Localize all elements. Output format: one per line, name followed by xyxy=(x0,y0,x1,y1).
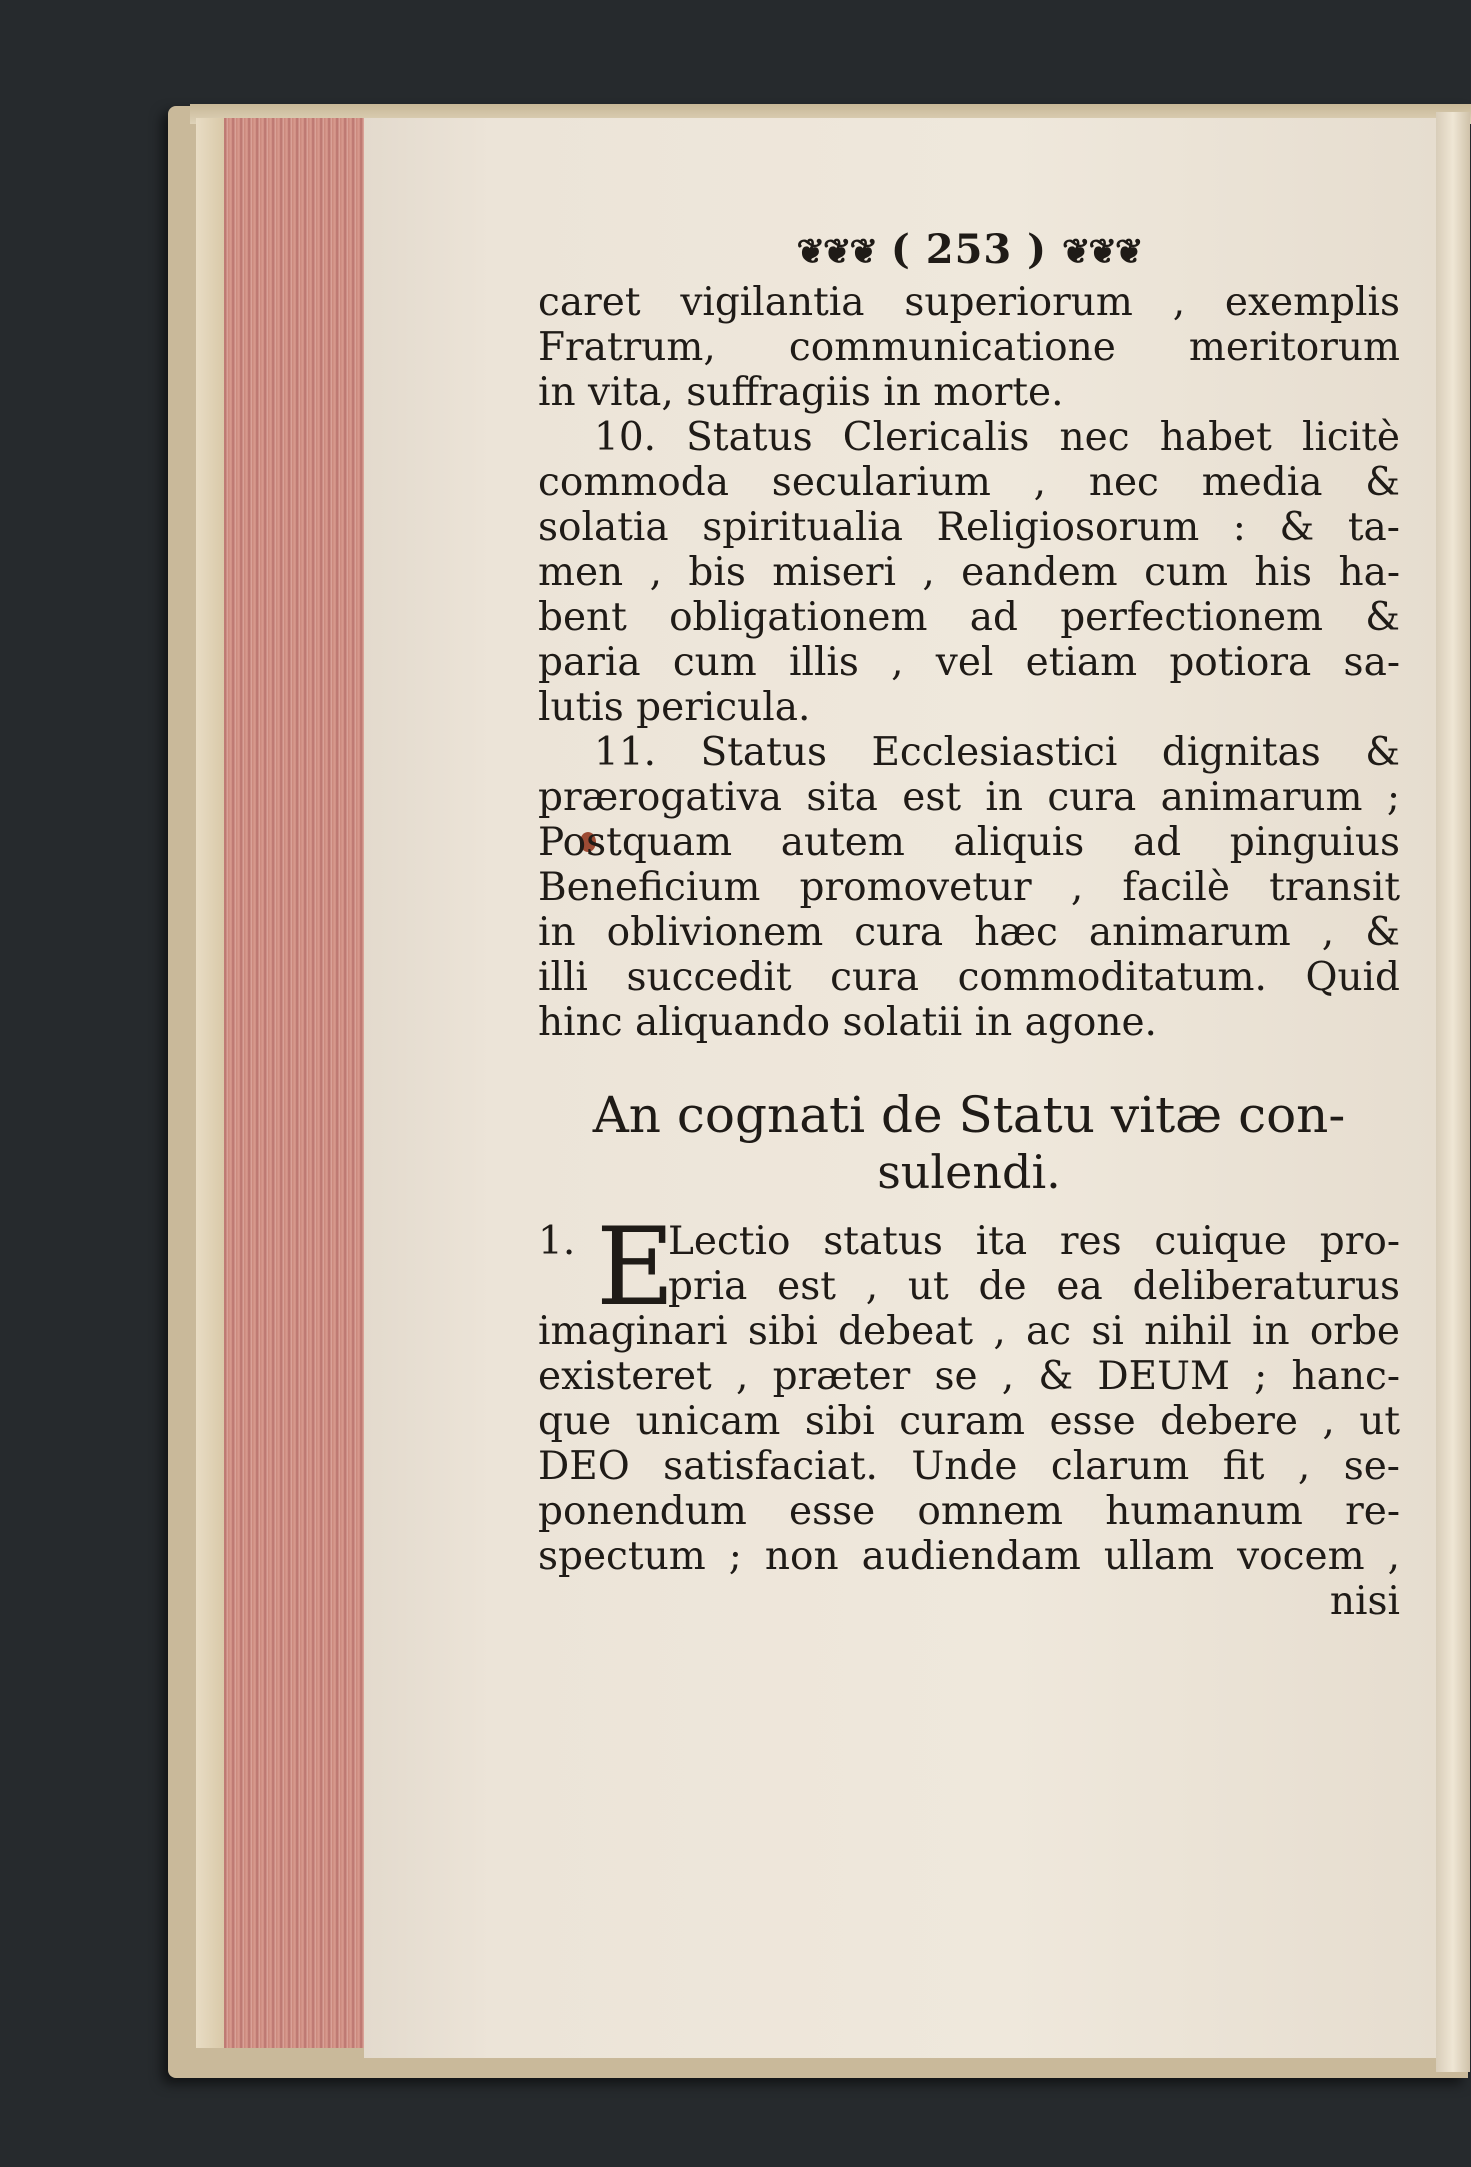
text-line: caret vigilantia superiorum , exemplis xyxy=(538,280,1400,325)
section-paragraph-1 xyxy=(538,1205,1400,1624)
ornament-left: ❦❦❦ xyxy=(796,232,876,272)
section-heading-continued: sulendi. xyxy=(877,1145,1061,1199)
text-line: lutis pericula. xyxy=(538,685,811,730)
text-line: ponendum esse omnem humanum re- xyxy=(538,1489,1400,1534)
text-line: in vita, suffragiis in morte. xyxy=(538,370,1064,415)
text-line: Beneficium promovetur , facilè transit xyxy=(538,865,1400,910)
text-line: hinc aliquando solatii in agone. xyxy=(538,1000,1157,1045)
page-text xyxy=(538,220,1400,1624)
paragraph-number: 1. xyxy=(538,1219,576,1264)
page-number: ( 253 ) xyxy=(890,226,1048,273)
text-line: imaginari sibi debeat , ac si nihil in orbe xyxy=(538,1309,1400,1354)
ornament-right: ❦❦❦ xyxy=(1062,232,1142,272)
page-edges xyxy=(196,118,366,2048)
text-line: existeret , præter se , & DEUM ; hanc- xyxy=(538,1354,1400,1399)
text-line: 10. Status Clericalis nec habet licitè xyxy=(594,415,1400,460)
text-line: illi succedit cura commoditatum. Quid xyxy=(538,955,1400,1000)
text-line: men , bis miseri , eandem cum his ha- xyxy=(538,550,1400,595)
text-line: 11. Status Ecclesiastici dignitas & xyxy=(594,730,1400,775)
section-heading: An cognati de Statu vitæ con- xyxy=(592,1086,1346,1144)
text-line: commoda secularium , nec media & xyxy=(538,460,1400,505)
drop-cap: E xyxy=(596,1205,675,1330)
page-edge-left xyxy=(196,118,224,2048)
text-line: que unicam sibi curam esse debere , ut xyxy=(538,1399,1400,1444)
text-line: DEO satisfaciat. Unde clarum fit , se- xyxy=(538,1444,1400,1489)
paragraph-11 xyxy=(538,730,1400,1045)
text-line: Lectio status ita res cuique pro- xyxy=(668,1219,1400,1264)
text-line: prærogativa sita est in cura animarum ; xyxy=(538,775,1400,820)
text-line: solatia spiritualia Religiosorum : & ta- xyxy=(538,505,1400,550)
text-line: paria cum illis , vel etiam potiora sa- xyxy=(538,640,1400,685)
page-gutter xyxy=(1436,112,1470,2072)
text-line: pria est , ut de ea deliberaturus xyxy=(668,1264,1400,1309)
page-header xyxy=(538,220,1400,280)
text-line: Fratrum, communicatione meritorum xyxy=(538,325,1400,370)
text-line: in oblivionem cura hæc animarum , & xyxy=(538,910,1400,955)
text-line: spectum ; non audiendam ullam vocem , xyxy=(538,1534,1400,1579)
paragraph-10 xyxy=(538,415,1400,730)
paragraph-1 xyxy=(538,280,1400,415)
spacer xyxy=(538,1045,1400,1085)
text-line: Postquam autem aliquis ad pinguius xyxy=(538,820,1400,865)
text-line: bent obligationem ad perfectionem & xyxy=(538,595,1400,640)
catchword: nisi xyxy=(1329,1579,1400,1624)
